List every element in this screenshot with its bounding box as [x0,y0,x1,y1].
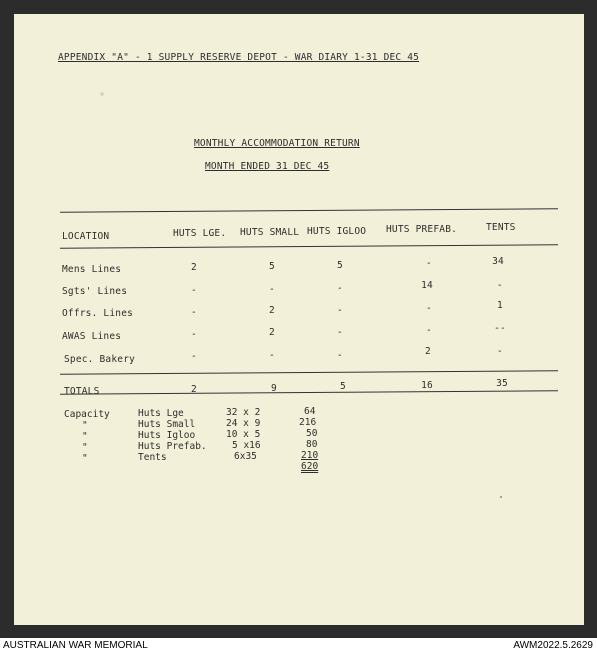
column-header-tents: TENTS [486,222,516,233]
capacity-total: 80 [306,439,318,450]
paper-speck [100,92,104,96]
row-cell: 5 [269,261,275,272]
capacity-type: Huts Prefab. [138,441,207,452]
totals-cell: 16 [421,380,433,391]
column-header-huts-igloo: HUTS IGLOO [307,226,367,237]
capacity-total: 210 [301,450,319,461]
footer-institution: AUSTRALIAN WAR MEMORIAL [3,640,148,651]
row-cell: 2 [191,262,197,273]
capacity-type: Huts Small [138,419,196,430]
row-location: Spec. Bakery [64,354,136,365]
row-cell: - [337,283,343,294]
row-cell: - [191,351,197,362]
capacity-type: Tents [138,452,167,463]
capacity-calc: 24 x 9 [226,418,261,429]
row-location: Sgts' Lines [62,286,128,297]
document-page [14,14,584,625]
row-cell: - [269,350,275,361]
column-header-huts-small: HUTS SMALL [240,227,300,238]
row-location: AWAS Lines [62,331,122,342]
capacity-type: Huts Igloo [138,430,196,441]
row-cell: - [426,325,432,336]
table-bottom-rule [60,390,558,394]
totals-cell: 2 [191,384,197,395]
row-location: Mens Lines [62,264,122,275]
row-cell: 1 [497,300,503,311]
capacity-total: 50 [306,428,318,439]
row-location: Offrs. Lines [62,308,134,319]
row-cell: - [191,329,197,340]
capacity-label: " [82,442,88,453]
footer-catalog-id: AWM2022.5.2629 [513,640,593,651]
table-header-rule [60,244,558,248]
column-header-huts-lge: HUTS LGE. [173,228,227,239]
document-title: MONTHLY ACCOMMODATION RETURN [194,138,360,149]
totals-cell: 5 [340,381,346,392]
footer-bar [0,638,597,653]
capacity-total: 64 [304,406,316,417]
totals-cell: 35 [496,378,508,389]
capacity-total: 216 [299,417,317,428]
document-header: APPENDIX "A" - 1 SUPPLY RESERVE DEPOT - WAR DIARY 1-31 DEC 45 [58,52,420,63]
row-cell: -- [494,323,506,334]
row-cell: 2 [269,305,275,316]
capacity-label: " [82,420,88,431]
row-cell: - [269,284,275,295]
totals-label: TOTALS [64,386,100,397]
row-cell: 14 [421,280,433,291]
row-cell: 34 [492,256,504,267]
row-cell: 2 [269,327,275,338]
capacity-type: Huts Lge [138,408,184,419]
capacity-label: " [82,453,88,464]
capacity-calc: 32 x 2 [226,407,261,418]
column-header-location: LOCATION [62,231,110,242]
row-cell: 5 [337,260,343,271]
column-header-huts-prefab: HUTS PREFAB. [386,224,458,235]
paper-speck [500,496,502,498]
capacity-label: " [82,431,88,442]
row-cell: - [337,327,343,338]
row-cell: - [497,346,503,357]
capacity-calc: 6x35 [234,451,257,462]
row-cell: - [426,258,432,269]
row-cell: - [426,303,432,314]
totals-cell: 9 [271,383,277,394]
table-totals-rule [60,370,558,374]
row-cell: - [191,285,197,296]
capacity-calc: 5 x16 [232,440,261,451]
table-top-rule [60,208,558,212]
row-cell: - [337,350,343,361]
document-subtitle: MONTH ENDED 31 DEC 45 [205,161,330,172]
row-cell: - [337,305,343,316]
capacity-calc: 10 x 5 [226,429,261,440]
row-cell: 2 [425,346,431,357]
row-cell: - [497,280,503,291]
row-cell: - [191,307,197,318]
capacity-label: Capacity [64,409,110,420]
capacity-grand-total: 620 [301,461,319,472]
